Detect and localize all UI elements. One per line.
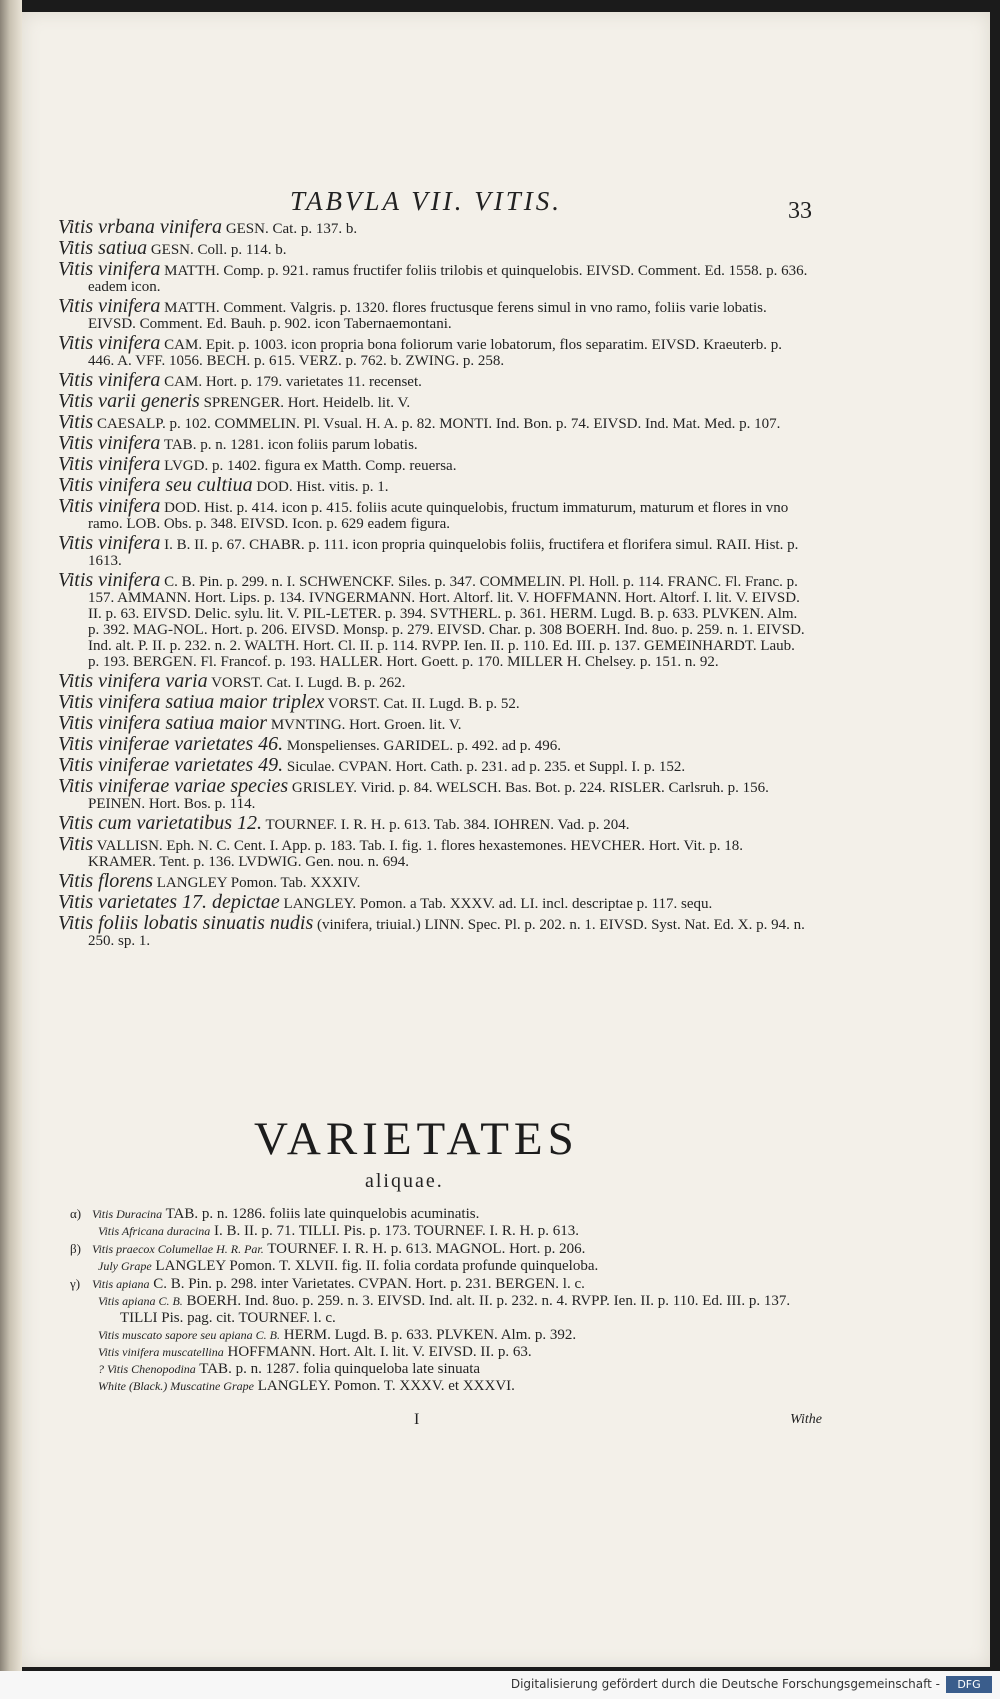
entry-name: Vitis vinifera varia xyxy=(58,670,208,692)
section-title: VARIETATES xyxy=(254,1113,579,1165)
entry-reference: I. B. II. p. 67. CHABR. p. 111. icon propria quinquelobis foliis, fructifera et florifera simul. RAII. Hist. p. 1613. xyxy=(88,537,799,569)
entry-name: Vitis varii generis xyxy=(58,390,200,412)
entry-name: Vitis florens xyxy=(58,870,153,892)
entry-name: Vitis vrbana vinifera xyxy=(58,216,223,238)
entry-reference: MVNTING. Hort. Groen. lit. V. xyxy=(270,717,462,733)
entry-reference: Monspelienses. GARIDEL. p. 492. ad p. 496. xyxy=(286,738,562,754)
synonym-entry xyxy=(58,891,808,913)
entry-reference: DOD. Hist. p. 414. icon p. 415. foliis acute quinquelobis, fructum immaturum, maturum et flores in vno ramo. LOB. Obs. p. 348. EIVSD. Icon. p. 629 eadem figura. xyxy=(88,500,789,532)
entry-reference: LVGD. p. 1402. figura ex Matth. Comp. reuersa. xyxy=(164,458,457,474)
variety-name: Vitis apiana xyxy=(92,1277,150,1291)
entry-name: Vitis viniferae variae species xyxy=(58,775,289,797)
entry-reference: SPRENGER. Hort. Heidelb. lit. V. xyxy=(203,395,411,411)
dfg-logo: DFG xyxy=(946,1676,992,1693)
synonym-entry xyxy=(58,812,808,834)
entry-name: Vitis vinifera xyxy=(58,569,161,591)
variety-item xyxy=(70,1293,830,1327)
entry-name: Vitis cum varietatibus 12. xyxy=(58,812,263,834)
variety-name: Vitis muscato sapore seu apiana C. B. xyxy=(98,1328,280,1342)
entry-reference: VALLISN. Eph. N. C. Cent. I. App. p. 183. Tab. I. fig. 1. flores hexastemones. HEVCHER. Hort. Vit. p. 18. KRAMER. Tent. p. 136. LVDWIG. Gen. nou. n. 694. xyxy=(88,838,744,870)
variety-item xyxy=(70,1344,830,1361)
entry-reference: LANGLEY Pomon. Tab. XXXIV. xyxy=(156,875,361,891)
variety-item xyxy=(70,1258,830,1275)
entry-reference: GRISLEY. Virid. p. 84. WELSCH. Bas. Bot. p. 224. RISLER. Carlsruh. p. 156. PEINEN. Hort. Bos. p. 114. xyxy=(88,780,769,812)
synonym-entry xyxy=(58,691,808,713)
synonym-entry xyxy=(58,569,808,670)
entry-name: Vitis vinifera xyxy=(58,295,161,317)
variety-name: Vitis Duracina xyxy=(92,1207,163,1221)
entry-reference: CAESALP. p. 102. COMMELIN. Pl. Vsual. H. A. p. 82. MONTI. Ind. Bon. p. 74. EIVSD. Ind. Mat. Med. p. 107. xyxy=(96,416,781,432)
variety-reference: TAB. p. n. 1286. foliis late quinquelobis acuminatis. xyxy=(165,1206,480,1222)
variety-reference: BOERH. Ind. 8uo. p. 259. n. 3. EIVSD. Ind. alt. II. p. 232. n. 4. RVPP. Ien. II. p. 110. Ed. III. p. 137. TILLI Pis. pag. cit. TOURNEF. l. c. xyxy=(120,1293,791,1326)
entry-name: Vitis vinifera xyxy=(58,332,161,354)
synonym-list xyxy=(58,216,808,952)
synonym-entry xyxy=(58,216,808,238)
variety-name: July Grape xyxy=(98,1259,152,1273)
book-page xyxy=(22,12,990,1667)
section-subtitle: aliquae. xyxy=(365,1170,444,1192)
entry-name: Vitis vinifera satiua maior xyxy=(58,712,268,734)
synonym-entry xyxy=(58,532,808,569)
synonym-entry xyxy=(58,237,808,259)
entry-reference: C. B. Pin. p. 299. n. I. SCHWENCKF. Siles. p. 347. COMMELIN. Pl. Holl. p. 114. FRANC. Fl. Franc. p. 157. AMMANN. Hort. Lips. p. 134. IVNGERMANN. Hort. Altorf. lit. V. HOFFMANN. Hort. Altorf. I. lit. V. EIVSD. II. p. 63. EIVSD. Delic. sylu. lit. V. PIL-LETER. p. 394. SVTHERL. p. 361. HERM. Lugd. B. p. 633. PLVKEN. Alm. p. 392. MAG-NOL. Hort. p. 206. EIVSD. Monsp. p. 279. EIVSD. Char. p. 308 BOERH. Ind. 8uo. p. 259. n. 1. EIVSD. Ind. alt. P. II. p. 232. n. 2. WALTH. Hort. Cl. II. p. 114. RVPP. Ien. II. p. 110. Ed. III. p. 137. GEMEINHARDT. Laub. p. 193. BERGEN. Fl. Francof. p. 193. HALLER. Hort. Goett. p. 170. MILLER H. Chelsey. p. 151. n. 92. xyxy=(88,574,805,670)
synonym-entry xyxy=(58,833,808,870)
variety-name: Vitis vinifera muscatellina xyxy=(98,1345,224,1359)
synonym-entry xyxy=(58,332,808,369)
variety-reference: LANGLEY. Pomon. T. XXXV. et XXXVI. xyxy=(257,1378,515,1394)
variety-reference: HERM. Lugd. B. p. 633. PLVKEN. Alm. p. 392. xyxy=(283,1327,577,1343)
variety-reference: C. B. Pin. p. 298. inter Varietates. CVPAN. Hort. p. 231. BERGEN. l. c. xyxy=(153,1276,585,1292)
synonym-entry xyxy=(58,432,808,454)
synonym-entry xyxy=(58,670,808,692)
synonym-entry xyxy=(58,369,808,391)
variety-item xyxy=(70,1275,830,1293)
entry-name: Vitis xyxy=(58,411,94,433)
entry-reference: VORST. Cat. I. Lugd. B. p. 262. xyxy=(211,675,406,691)
synonym-entry xyxy=(58,754,808,776)
variety-reference: HOFFMANN. Hort. Alt. I. lit. V. EIVSD. II. p. 63. xyxy=(227,1344,532,1360)
variety-name: Vitis apiana C. B. xyxy=(98,1294,183,1308)
entry-name: Vitis vinifera xyxy=(58,432,161,454)
entry-reference: (vinifera, triuial.) LINN. Spec. Pl. p. 202. n. 1. EIVSD. Syst. Nat. Ed. X. p. 94. n. 250. sp. 1. xyxy=(88,917,805,949)
entry-reference: TOURNEF. I. R. H. p. 613. Tab. 384. IOHREN. Vad. p. 204. xyxy=(265,817,630,833)
variety-name: White (Black.) Muscatine Grape xyxy=(98,1379,254,1393)
entry-name: Vitis viniferae varietates 49. xyxy=(58,754,284,776)
variety-item xyxy=(70,1223,830,1240)
footer-bar xyxy=(0,1671,1000,1699)
variety-name: ? Vitis Chenopodina xyxy=(98,1362,196,1376)
entry-reference: TAB. p. n. 1281. icon foliis parum lobatis. xyxy=(163,437,418,453)
entry-reference: CAM. Epit. p. 1003. icon propria bona foliorum varie lobatorum, flos separatim. EIVSD. Kraeuterb. p. 446. A. VFF. 1056. BECH. p. 615. VERZ. p. 762. b. ZWING. p. 258. xyxy=(88,337,782,369)
synonym-entry xyxy=(58,712,808,734)
variety-reference: TOURNEF. I. R. H. p. 613. MAGNOL. Hort. p. 206. xyxy=(267,1241,586,1257)
entry-reference: LANGLEY. Pomon. a Tab. XXXV. ad. LI. incl. descriptae p. 117. sequ. xyxy=(283,896,713,912)
entry-name: Vitis vinifera xyxy=(58,369,161,391)
synonym-entry xyxy=(58,912,808,949)
variety-reference: I. B. II. p. 71. TILLI. Pis. p. 173. TOURNEF. I. R. H. p. 613. xyxy=(213,1223,580,1239)
synonym-entry xyxy=(58,474,808,496)
entry-reference: CAM. Hort. p. 179. varietates 11. recenset. xyxy=(164,374,422,390)
book-spine-edge xyxy=(0,0,22,1699)
entry-reference: GESN. Cat. p. 137. b. xyxy=(225,221,358,237)
entry-name: Vitis xyxy=(58,833,94,855)
variety-reference: LANGLEY Pomon. T. XLVII. fig. II. folia cordata profunde quinqueloba. xyxy=(155,1258,599,1274)
entry-name: Vitis vinifera satiua maior triplex xyxy=(58,691,325,713)
signature-mark: I xyxy=(414,1411,420,1428)
synonym-entry xyxy=(58,733,808,755)
variety-item xyxy=(70,1327,830,1344)
entry-reference: VORST. Cat. II. Lugd. B. p. 52. xyxy=(327,696,520,712)
variety-item xyxy=(70,1361,830,1378)
entry-name: Vitis satiua xyxy=(58,237,148,259)
variety-item xyxy=(70,1378,830,1395)
running-title: TABVLA VII. VITIS. xyxy=(290,186,562,216)
synonym-entry xyxy=(58,775,808,812)
synonym-entry xyxy=(58,390,808,412)
catchword: Withe xyxy=(790,1412,822,1427)
entry-name: Vitis vinifera xyxy=(58,495,161,517)
entry-name: Vitis vinifera xyxy=(58,258,161,280)
entry-reference: GESN. Coll. p. 114. b. xyxy=(150,242,287,258)
variety-name: Vitis praecox Columellae H. R. Par. xyxy=(92,1242,264,1256)
synonym-entry xyxy=(58,258,808,295)
entry-name: Vitis vinifera xyxy=(58,532,161,554)
variety-marker: β) xyxy=(70,1241,81,1256)
entry-reference: Siculae. CVPAN. Hort. Cath. p. 231. ad p. 235. et Suppl. I. p. 152. xyxy=(286,759,686,775)
synonym-entry xyxy=(58,870,808,892)
synonym-entry xyxy=(58,453,808,475)
entry-name: Vitis foliis lobatis sinuatis nudis xyxy=(58,912,314,934)
entry-reference: MATTH. Comment. Valgris. p. 1320. flores fructusque ferens simul in vno ramo, foliis varie lobatis. EIVSD. Comment. Ed. Bauh. p. 902. icon Tabernaemontani. xyxy=(88,300,767,332)
entry-reference: MATTH. Comp. p. 921. ramus fructifer foliis trilobis et quinquelobis. EIVSD. Comment. Ed. 1558. p. 636. eadem icon. xyxy=(88,263,808,295)
footer-credit: Digitalisierung gefördert durch die Deutsche Forschungsgemeinschaft - xyxy=(510,1677,940,1691)
variety-marker: γ) xyxy=(70,1276,81,1291)
synonym-entry xyxy=(58,411,808,433)
variety-marker: α) xyxy=(70,1206,82,1221)
variety-item xyxy=(70,1240,830,1258)
entry-name: Vitis vinifera xyxy=(58,453,161,475)
synonym-entry xyxy=(58,495,808,532)
page-number: 33 xyxy=(788,198,812,224)
entry-name: Vitis vinifera seu cultiua xyxy=(58,474,253,496)
variety-name: Vitis Africana duracina xyxy=(98,1224,211,1238)
entry-name: Vitis varietates 17. depictae xyxy=(58,891,280,913)
page-header xyxy=(22,180,990,224)
variety-reference: TAB. p. n. 1287. folia quinqueloba late sinuata xyxy=(199,1361,481,1377)
entry-name: Vitis viniferae varietates 46. xyxy=(58,733,284,755)
entry-reference: DOD. Hist. vitis. p. 1. xyxy=(256,479,389,495)
variety-item xyxy=(70,1205,830,1223)
varieties-list xyxy=(70,1205,830,1395)
synonym-entry xyxy=(58,295,808,332)
